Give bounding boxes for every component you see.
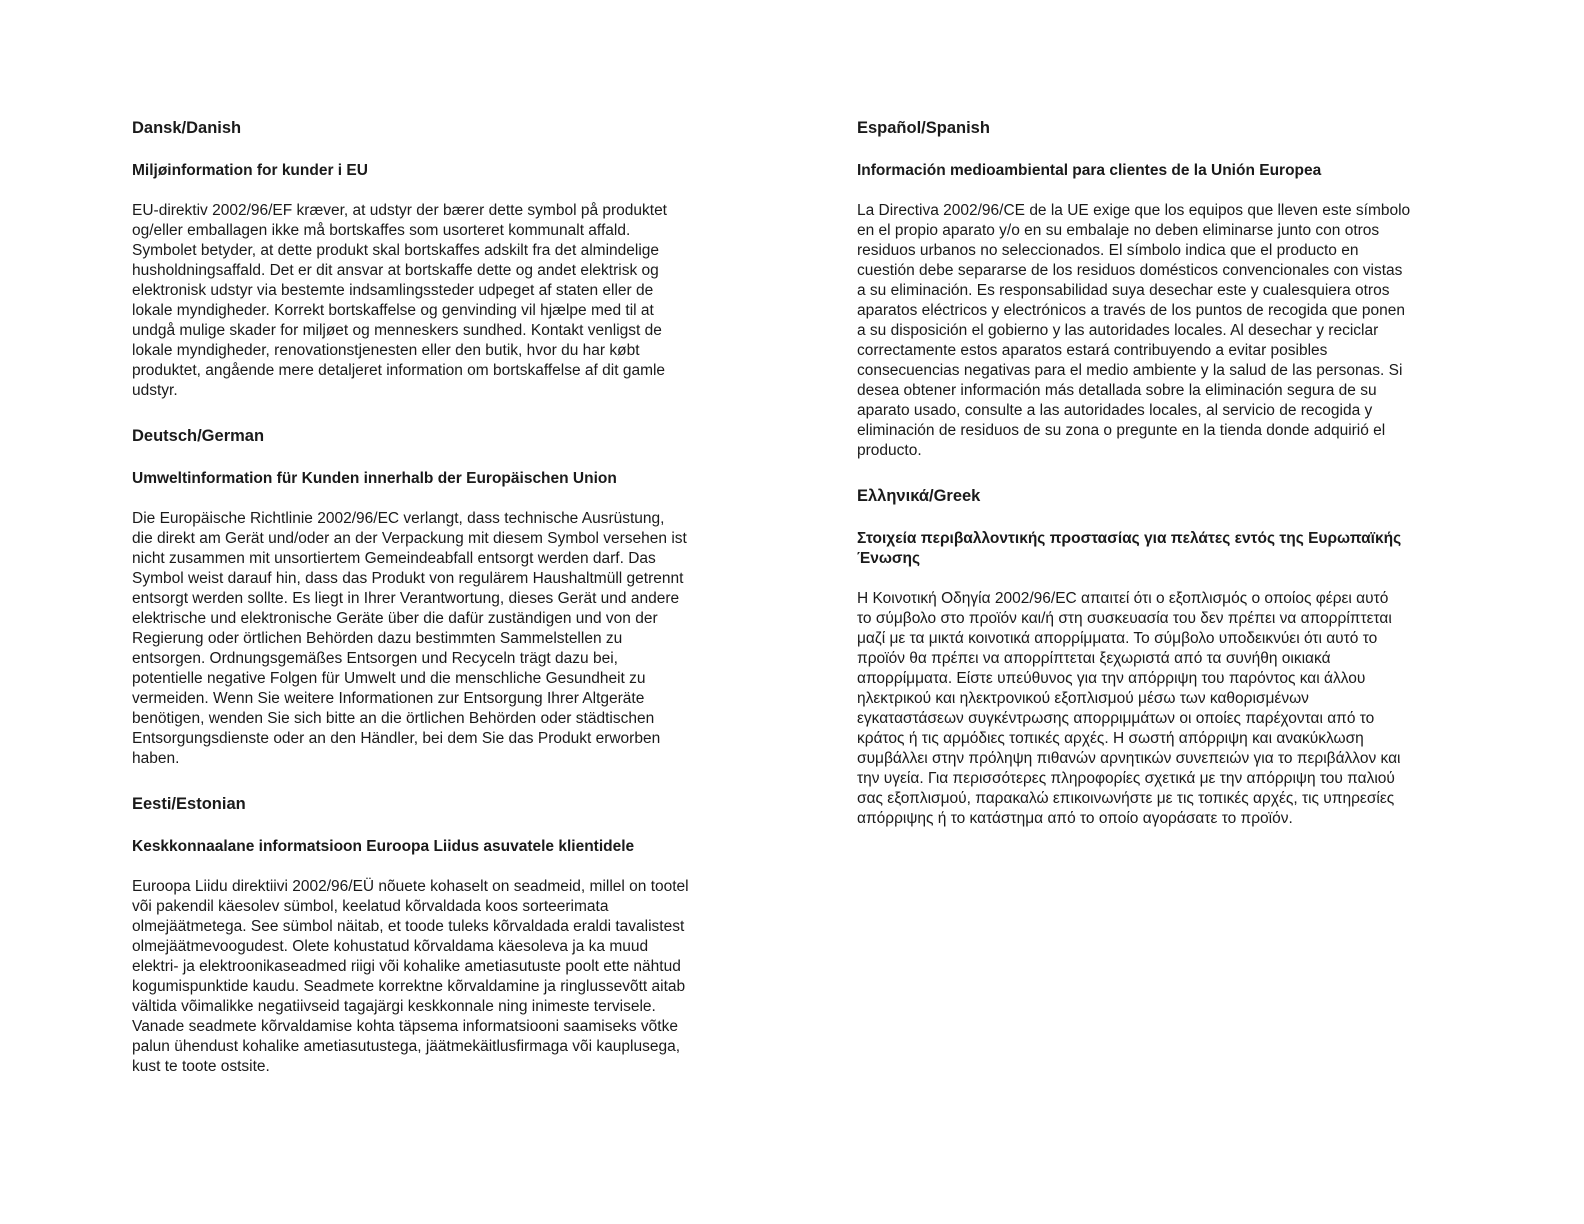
language-title: Eesti/Estonian (132, 795, 246, 813)
section-body: Euroopa Liidu direktiivi 2002/96/EÜ nõuete kohaselt on seadmeid, millel on tootel või pakendil käesolev sümbol, keelatud kõrvaldada koos sorteerimata olmejäätmetega. See sümbol näitab, et toode tuleks kõrvaldada eraldi tavalistest olmejäätmevoogudest. Olete kohustatud kõrvaldama käesoleva ja ka muud elektri- ja elektroonikaseadmed riigi või kohalike ametiasutuste poolt ette nähtud kogumispunktide kaudu. Seadmete korrektne kõrvaldamine ja ringlussevõtt aitab vältida võimalikke negatiivseid tagajärgi keskkonnale ning inimeste tervisele. Vanade seadmete kõrvaldamise kohta täpsema informatsiooni saamiseks võtke palun ühendust kohalike ametiasutustega, jäätmekäitlusfirmaga või kauplusega, kust te toote ostsite. (132, 878, 689, 1075)
section-german (132, 425, 762, 769)
language-title: Dansk/Danish (132, 119, 242, 137)
section-spanish (857, 117, 1487, 461)
section-greek (857, 485, 1487, 829)
language-title: Ελληνικά/Greek (857, 487, 981, 505)
section-heading: Keskkonnaalane informatsioon Euroopa Liidus asuvatele klientidele (132, 838, 635, 855)
section-heading: Miljøinformation for kunder i EU (132, 162, 368, 179)
section-body: EU-direktiv 2002/96/EF kræver, at udstyr der bærer dette symbol på produktet og/eller emballagen ikke må bortskaffes som usorteret kommunalt affald. Symbolet betyder, at dette produkt skal bortskaffes adskilt fra det almindelige husholdningsaffald. Det er dit ansvar at bortskaffe dette og andet elektrisk og elektronisk udstyr via bestemte indsamlingssteder udpeget af staten eller de lokale myndigheder. Korrekt bortskaffelse og genvinding vil hjælpe med til at undgå mulige skader for miljøet og menneskers sundhed. Kontakt venligst de lokale myndigheder, renovationstjenesten eller den butik, hvor du har købt produktet, angående mere detaljeret information om bortskaffelse af dit gamle udstyr. (132, 202, 667, 399)
left-column (132, 117, 762, 1101)
section-body: Die Europäische Richtlinie 2002/96/EC verlangt, dass technische Ausrüstung, die direkt am Gerät und/oder an der Verpackung mit diesem Symbol versehen ist nicht zusammen mit unsortiertem Gemeindeabfall entsorgt werden darf. Das Symbol weist darauf hin, dass das Produkt von regulärem Haushaltmüll getrennt entsorgt werden sollte. Es liegt in Ihrer Verantwortung, dieses Gerät und andere elektrische und elektronische Geräte über die dafür zuständigen und von der Regierung oder örtlichen Behörden dazu bestimmten Sammelstellen zu entsorgen. Ordnungsgemäßes Entsorgen und Recyceln trägt dazu bei, potentielle negative Folgen für Umwelt und die menschliche Gesundheit zu vermeiden. Wenn Sie weitere Informationen zur Entsorgung Ihrer Altgeräte benötigen, wenden Sie sich bitte an die örtlichen Behörden oder städtischen Entsorgungsdienste oder an den Händler, bei dem Sie das Produkt erworben haben. (132, 510, 687, 767)
section-body: La Directiva 2002/96/CE de la UE exige que los equipos que lleven este símbolo en el propio aparato y/o en su embalaje no deben eliminarse junto con otros residuos urbanos no seleccionados. El símbolo indica que el producto en cuestión debe separarse de los residuos domésticos convencionales con vistas a su eliminación. Es responsabilidad suya desechar este y cualesquiera otros aparatos eléctricos y electrónicos a través de los puntos de recogida que ponen a su disposición el gobierno y las autoridades locales. Al desechar y reciclar correctamente estos aparatos estará contribuyendo a evitar posibles consecuencias negativas para el medio ambiente y la salud de las personas. Si desea obtener información más detallada sobre la eliminación segura de su aparato usado, consulte a las autoridades locales, al servicio de recogida y eliminación de residuos de su zona o pregunte en la tienda donde adquirió el producto. (857, 202, 1411, 459)
language-title: Deutsch/German (132, 427, 265, 445)
right-column (857, 117, 1487, 853)
section-body: Η Κοινοτική Οδηγία 2002/96/EC απαιτεί ότι ο εξοπλισμός ο οποίος φέρει αυτό το σύμβολο στο προϊόν και/ή στη συσκευασία του δεν πρέπει να απορρίπτεται μαζί με τα μικτά κοινοτικά απορρίμματα. Το σύμβολο υποδεικνύει ότι αυτό το προϊόν θα πρέπει να απορρίπτεται ξεχωριστά από τα συνήθη οικιακά απορρίμματα. Είστε υπεύθυνος για την απόρριψη του παρόντος και άλλου ηλεκτρικού και ηλεκτρονικού εξοπλισμού μέσω των καθορισμένων εγκαταστάσεων συγκέντρωσης απορριμμάτων οι οποίες παρέχονται από το κράτος ή τις αρμόδιες τοπικές αρχές. Η σωστή απόρριψη και ανακύκλωση συμβάλλει στην πρόληψη πιθανών αρνητικών συνεπειών για το περιβάλλον και την υγεία. Για περισσότερες πληροφορίες σχετικά με την απόρριψη του παλιού σας εξοπλισμού, παρακαλώ επικοινωνήστε με τις τοπικές αρχές, τις υπηρεσίες απόρριψης ή το κατάστημα από το οποίο αγοράσατε το προϊόν. (857, 590, 1401, 827)
section-estonian (132, 793, 762, 1077)
section-heading: Στοιχεία περιβαλλοντικής προστασίας για πελάτες εντός της Ευρωπαϊκής Ένωσης (857, 530, 1402, 567)
section-heading: Umweltinformation für Kunden innerhalb der Europäischen Union (132, 470, 617, 487)
language-title: Español/Spanish (857, 119, 990, 137)
section-danish (132, 117, 762, 401)
section-heading: Información medioambiental para clientes de la Unión Europea (857, 162, 1322, 179)
